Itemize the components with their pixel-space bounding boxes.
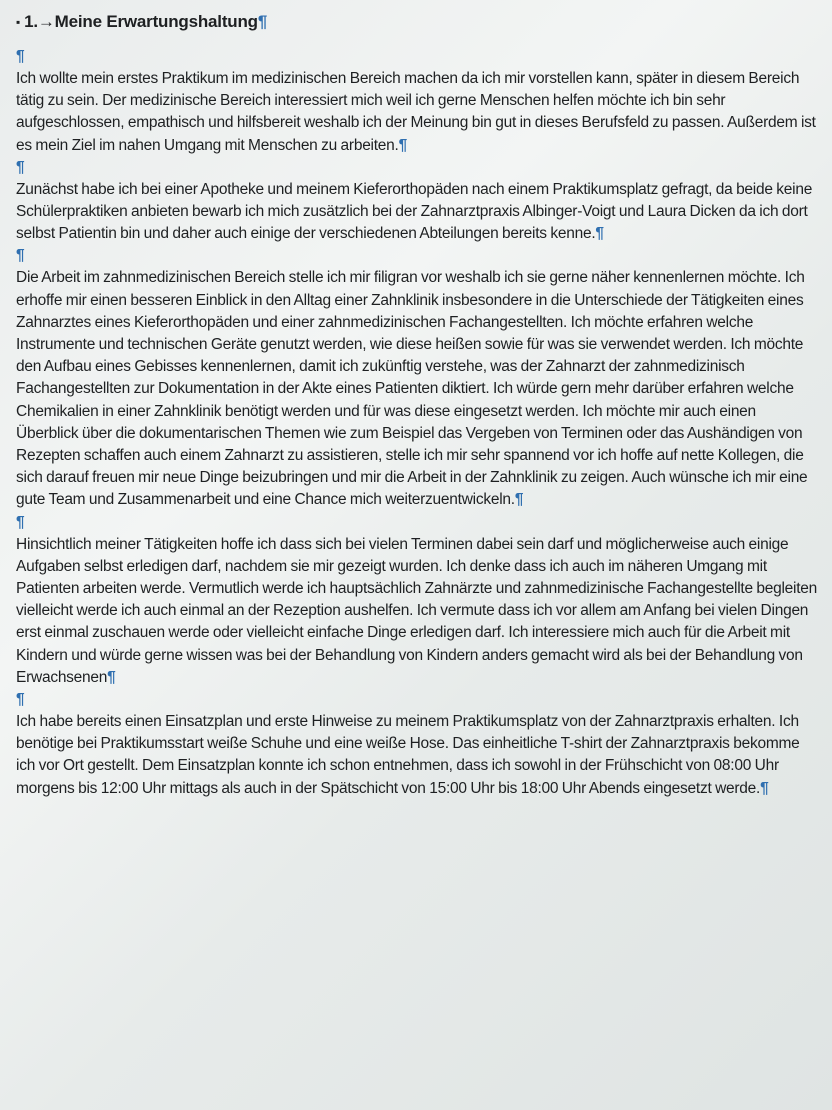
paragraph-text: Ich wollte mein erstes Praktikum im medizinischen Bereich machen da ich mir vorstellen kann, später in diesem Bereich tätig zu sein. Der medizinische Bereich interessiert mich weil ich gerne Menschen helfen möchte ich bin sehr aufgeschlossen, empathisch und hilfsbereit weshalb ich der Meinung bin gut in dieses Berufsfeld zu passen. Außerdem ist es mein Ziel im nahen Umgang mit Menschen zu arbeiten. bbox=[16, 70, 816, 154]
pilcrow-mark: ¶ bbox=[16, 48, 25, 65]
pilcrow-mark: ¶ bbox=[514, 491, 524, 509]
paragraph-2[interactable] bbox=[16, 179, 818, 246]
pilcrow-mark: ¶ bbox=[16, 513, 25, 531]
heading-bullet: ▪ bbox=[16, 15, 21, 29]
section-heading bbox=[16, 10, 818, 34]
pilcrow-mark: ¶ bbox=[16, 691, 25, 709]
pilcrow-mark: ¶ bbox=[257, 12, 268, 31]
empty-paragraph bbox=[16, 157, 818, 179]
paragraph-text: Hinsichtlich meiner Tätigkeiten hoffe ich dass sich bei vielen Terminen dabei sein darf und möglicherweise auch einige Aufgaben selbst erledigen darf, nachdem sie mir gezeigt wurden. Ich denke dass ich auch im näheren Umgang mit Patienten arbeiten werde. Vermutlich werde ich hauptsächlich Zahnärzte und zahnmedizinische Fachangestellte begleiten vielleicht werde ich auch einmal an der Rezeption aushelfen. Ich vermute dass ich vor allem am Anfang bei vielen Dingen erst einmal zuschauen werde oder vielleicht einfache Dinge erledigen darf. Ich interessiere mich auch für die Arbeit mit Kindern und würde gerne wissen was bei der Behandlung von Kindern anders gemacht wird als bei der Behandlung von Erwachsenen bbox=[16, 535, 818, 686]
empty-paragraph bbox=[16, 689, 818, 711]
empty-paragraph bbox=[16, 245, 818, 267]
pilcrow-mark: ¶ bbox=[398, 136, 407, 154]
pilcrow-mark: ¶ bbox=[595, 225, 604, 243]
empty-paragraph bbox=[16, 46, 818, 68]
pilcrow-mark: ¶ bbox=[107, 668, 116, 686]
empty-paragraph bbox=[16, 512, 818, 534]
pilcrow-mark: ¶ bbox=[760, 779, 769, 797]
paragraph-3[interactable] bbox=[16, 267, 818, 511]
paragraph-1[interactable] bbox=[16, 68, 818, 157]
pilcrow-mark: ¶ bbox=[16, 247, 25, 265]
paragraph-text: Die Arbeit im zahnmedizinischen Bereich stelle ich mir filigran vor weshalb ich sie gerne näher kennenlernen möchte. Ich erhoffe mir einen besseren Einblick in den Alltag einer Zahnklinik insbesondere in die Unterschiede der Tätigkeiten eines Zahnarztes eines Kieferorthopäden und einer zahnmedizinischen Fachangestellten. Ich möchte erfahren welche Instrumente und technischen Geräte genutzt werden, wie diese heißen sowie für was sie verwendet werden. Ich möchte den Aufbau eines Gebisses kennenlernen, damit ich zukünftig verstehe, was der Zahnarzt der zahnmedizinisch Fachangestellten zur Dokumentation in der Akte eines Patienten diktiert. Ich würde gern mehr darüber erfahren welche Chemikalien in einer Zahnklinik benötigt werden und für was diese eingesetzt werden. Ich möchte mir auch einen Überblick über die dokumentarischen Themen wie zum Beispiel das Vergeben von Terminen oder das Aushändigen von Rezepten schaffen auch einem Zahnarzt zu assistieren, stelle ich mir sehr spannend vor ich hoffe auf nette Kollegen, die sich darauf freuen mir neue Dinge beizubringen und mir die Arbeit in der Zahnklinik zu zeigen. Auch wünsche ich mir eine gute Team und Zusammenarbeit und eine Chance mich weiterzuentwickeln. bbox=[16, 269, 808, 509]
pilcrow-mark: ¶ bbox=[16, 158, 25, 176]
paragraph-text: Zunächst habe ich bei einer Apotheke und meinem Kieferorthopäden nach einem Praktikumsplatz gefragt, da beide keine Schülerpraktiken anbieten bewarb ich mich zusätzlich bei der Zahnarztpraxis Albinger-Voigt und Laura Dicken da ich dort selbst Patientin bin und daher auch einige der verschiedenen Abteilungen bereits kenne. bbox=[16, 180, 813, 243]
paragraph-4[interactable] bbox=[16, 534, 818, 689]
paragraph-text: Ich habe bereits einen Einsatzplan und erste Hinweise zu meinem Praktikumsplatz von der Zahnarztpraxis erhalten. Ich benötige bei Praktikumsstart weiße Schuhe und eine weiße Hose. Das einheitliche T-shirt der Zahnarztpraxis bekomme ich vor Ort gestellt. Dem Einsatzplan konnte ich schon entnehmen, dass ich sowohl in der Frühschicht von 08:00 Uhr morgens bis 12:00 Uhr mittags als auch in der Spätschicht von 15:00 Uhr bis 18:00 Uhr Abends eingesetzt werde. bbox=[16, 713, 800, 797]
paragraph-5[interactable] bbox=[16, 711, 818, 800]
heading-text: 1.→Meine Erwartungshaltung bbox=[24, 12, 258, 31]
